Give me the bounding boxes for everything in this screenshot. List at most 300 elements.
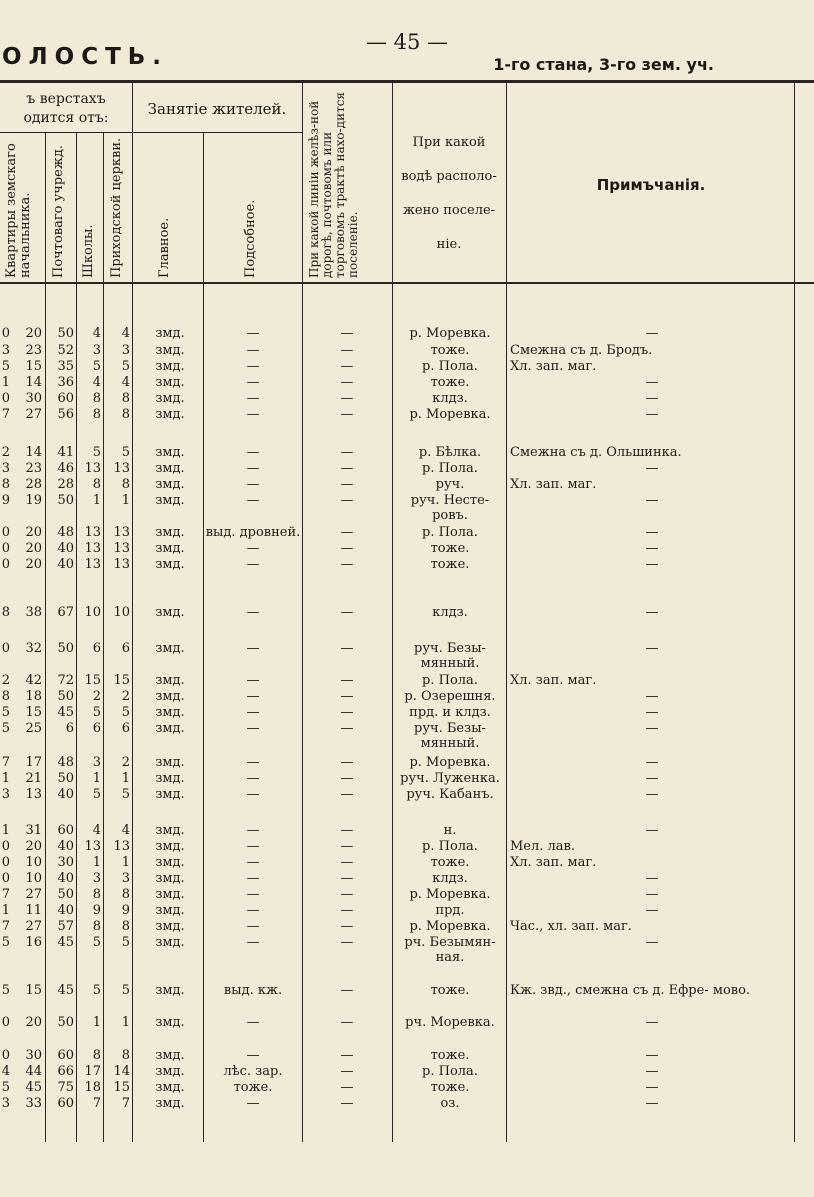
- route: —: [340, 903, 354, 918]
- dist-tserkov: 13: [113, 557, 130, 572]
- occupation-main: змд.: [155, 375, 185, 390]
- row-edge-digit: 5: [1, 721, 10, 736]
- remark: Смежна съ д. Ольшинка.: [510, 445, 682, 460]
- header-sub-rule-zanyatie: [132, 132, 302, 133]
- occupation-main: змд.: [155, 541, 185, 556]
- occupation-aux: —: [246, 391, 260, 406]
- dist-kvartira: 15: [25, 359, 42, 374]
- water-body: р. Моревка.: [409, 919, 491, 934]
- water-body: тоже.: [430, 557, 470, 572]
- dist-kvartira: 23: [25, 343, 42, 358]
- row-edge-digit: 0: [1, 871, 10, 886]
- dist-tserkov: 5: [121, 787, 130, 802]
- occupation-main: змд.: [155, 1064, 185, 1079]
- remark: Кж. звд., смежна съ д. Ефре- мово.: [510, 983, 751, 998]
- occupation-aux: —: [246, 705, 260, 720]
- occupation-main: змд.: [155, 391, 185, 406]
- dist-kvartira: 27: [25, 919, 42, 934]
- route: —: [340, 919, 354, 934]
- remark: —: [645, 787, 659, 802]
- route: —: [340, 771, 354, 786]
- row-edge-digit: 1: [1, 823, 10, 838]
- dist-tserkov: 15: [113, 1080, 130, 1095]
- page-number: — 45 —: [365, 30, 449, 54]
- route: —: [340, 477, 354, 492]
- route: —: [340, 705, 354, 720]
- dist-tserkov: 8: [121, 391, 130, 406]
- row-edge-digit: 7: [1, 755, 10, 770]
- header-sub-rule-versty: [0, 132, 132, 133]
- remark: Хл. зап. маг.: [510, 855, 597, 870]
- dist-tserkov: 15: [113, 673, 130, 688]
- remark: —: [645, 1048, 659, 1063]
- dist-kvartira: 20: [25, 1015, 42, 1030]
- water-body: оз.: [440, 1096, 460, 1111]
- water-body: р. Пола.: [422, 839, 478, 854]
- route: —: [340, 673, 354, 688]
- dist-tserkov: 4: [121, 375, 130, 390]
- route: —: [340, 541, 354, 556]
- dist-pochta: 66: [57, 1064, 74, 1079]
- dist-pochta: 36: [57, 375, 74, 390]
- dist-shkola: 17: [84, 1064, 101, 1079]
- dist-pochta: 60: [57, 391, 74, 406]
- dist-kvartira: 20: [25, 557, 42, 572]
- dist-pochta: 45: [57, 705, 74, 720]
- occupation-aux: —: [246, 721, 260, 736]
- route: —: [340, 1064, 354, 1079]
- remark: —: [645, 823, 659, 838]
- dist-kvartira: 30: [25, 1048, 42, 1063]
- dist-pochta: 50: [57, 641, 74, 656]
- water-body: р. Моревка.: [409, 755, 491, 770]
- dist-pochta: 60: [57, 823, 74, 838]
- dist-kvartira: 16: [25, 935, 42, 950]
- dist-kvartira: 20: [25, 541, 42, 556]
- remark: Смежна съ д. Бродъ.: [510, 343, 653, 358]
- row-edge-digit: 1: [1, 771, 10, 786]
- row-edge-digit: 0: [1, 541, 10, 556]
- dist-tserkov: 1: [121, 493, 130, 508]
- dist-kvartira: 32: [25, 641, 42, 656]
- dist-shkola: 4: [92, 375, 101, 390]
- dist-tserkov: 3: [121, 871, 130, 886]
- occupation-main: змд.: [155, 755, 185, 770]
- route: —: [340, 391, 354, 406]
- row-edge-digit: 1: [1, 375, 10, 390]
- dist-shkola: 5: [92, 705, 101, 720]
- dist-tserkov: 6: [121, 721, 130, 736]
- row-edge-digit: 0: [1, 391, 10, 406]
- occupation-aux: —: [246, 493, 260, 508]
- occupation-main: змд.: [155, 343, 185, 358]
- occupation-main: змд.: [155, 461, 185, 476]
- dist-pochta: 50: [57, 326, 74, 341]
- occupation-main: змд.: [155, 1048, 185, 1063]
- occupation-aux: —: [246, 641, 260, 656]
- dist-tserkov: 10: [113, 605, 130, 620]
- row-edge-digit: 2: [1, 445, 10, 460]
- dist-kvartira: 13: [25, 787, 42, 802]
- row-edge-digit: 2: [1, 673, 10, 688]
- route: —: [340, 787, 354, 802]
- occupation-main: змд.: [155, 477, 185, 492]
- dist-shkola: 1: [92, 771, 101, 786]
- occupation-aux: —: [246, 673, 260, 688]
- dist-shkola: 1: [92, 1015, 101, 1030]
- dist-tserkov: 14: [113, 1064, 130, 1079]
- occupation-main: змд.: [155, 903, 185, 918]
- water-body: р. Пола.: [422, 673, 478, 688]
- row-edge-digit: 8: [1, 689, 10, 704]
- dist-shkola: 5: [92, 787, 101, 802]
- remark: Хл. зап. маг.: [510, 477, 597, 492]
- row-edge-digit: 5: [1, 1080, 10, 1095]
- dist-shkola: 7: [92, 1096, 101, 1111]
- dist-tserkov: 5: [121, 983, 130, 998]
- occupation-main: змд.: [155, 721, 185, 736]
- dist-shkola: 13: [84, 557, 101, 572]
- dist-shkola: 3: [92, 755, 101, 770]
- water-body: р. Моревка.: [409, 407, 491, 422]
- occupation-aux: —: [246, 919, 260, 934]
- dist-kvartira: 15: [25, 983, 42, 998]
- dist-shkola: 2: [92, 689, 101, 704]
- header-zanyatie-group: Занятіе жителей.: [147, 100, 287, 118]
- dist-kvartira: 30: [25, 391, 42, 406]
- occupation-main: змд.: [155, 525, 185, 540]
- dist-pochta: 75: [57, 1080, 74, 1095]
- occupation-main: змд.: [155, 493, 185, 508]
- dist-tserkov: 2: [121, 689, 130, 704]
- occupation-main: змд.: [155, 983, 185, 998]
- occupation-aux: —: [246, 359, 260, 374]
- dist-shkola: 8: [92, 391, 101, 406]
- dist-shkola: 9: [92, 903, 101, 918]
- dist-kvartira: 21: [25, 771, 42, 786]
- occupation-aux: —: [246, 823, 260, 838]
- remark: —: [645, 407, 659, 422]
- col-divider: [392, 82, 393, 1142]
- dist-pochta: 60: [57, 1096, 74, 1111]
- water-body: р. Озерешня.: [404, 689, 496, 704]
- dist-tserkov: 8: [121, 887, 130, 902]
- occupation-aux: —: [246, 855, 260, 870]
- dist-pochta: 48: [57, 525, 74, 540]
- dist-tserkov: 5: [121, 705, 130, 720]
- route: —: [340, 755, 354, 770]
- dist-shkola: 4: [92, 823, 101, 838]
- dist-pochta: 50: [57, 689, 74, 704]
- occupation-aux: выд. дровней.: [205, 525, 301, 540]
- dist-shkola: 13: [84, 461, 101, 476]
- dist-pochta: 40: [57, 839, 74, 854]
- dist-tserkov: 13: [113, 525, 130, 540]
- dist-kvartira: 44: [25, 1064, 42, 1079]
- col-divider: [302, 82, 303, 1142]
- occupation-main: змд.: [155, 557, 185, 572]
- water-body: тоже.: [430, 343, 470, 358]
- dist-shkola: 18: [84, 1080, 101, 1095]
- occupation-main: змд.: [155, 823, 185, 838]
- remark: —: [645, 689, 659, 704]
- water-body: р. Моревка.: [409, 326, 491, 341]
- remark: —: [645, 903, 659, 918]
- dist-kvartira: 42: [25, 673, 42, 688]
- dist-pochta: 72: [57, 673, 74, 688]
- dist-pochta: 50: [57, 1015, 74, 1030]
- route: —: [340, 326, 354, 341]
- row-edge-digit: 0: [1, 525, 10, 540]
- row-edge-digit: 5: [1, 935, 10, 950]
- water-body: тоже.: [430, 541, 470, 556]
- dist-pochta: 45: [57, 983, 74, 998]
- top-rule: [0, 80, 814, 83]
- dist-pochta: 50: [57, 493, 74, 508]
- water-body: прд.: [435, 903, 465, 918]
- occupation-main: змд.: [155, 641, 185, 656]
- row-edge-digit: 4: [1, 1064, 10, 1079]
- dist-pochta: 40: [57, 541, 74, 556]
- row-edge-digit: 1: [1, 903, 10, 918]
- dist-tserkov: 8: [121, 477, 130, 492]
- occupation-aux: —: [246, 903, 260, 918]
- occupation-main: змд.: [155, 1096, 185, 1111]
- dist-pochta: 35: [57, 359, 74, 374]
- dist-tserkov: 9: [121, 903, 130, 918]
- dist-kvartira: 28: [25, 477, 42, 492]
- water-body: клдз.: [432, 605, 468, 620]
- occupation-aux: лѣс. зар.: [223, 1064, 283, 1079]
- header-bottom-rule: [0, 282, 814, 284]
- occupation-main: змд.: [155, 871, 185, 886]
- remark: —: [645, 1064, 659, 1079]
- remark: —: [645, 557, 659, 572]
- occupation-aux: —: [246, 375, 260, 390]
- dist-shkola: 8: [92, 887, 101, 902]
- occupation-aux: —: [246, 1048, 260, 1063]
- row-edge-digit: 0: [1, 326, 10, 341]
- header-kvartira: Квартиры земскаго начальника.: [4, 143, 33, 278]
- occupation-main: змд.: [155, 935, 185, 950]
- water-body: тоже.: [430, 855, 470, 870]
- dist-shkola: 4: [92, 326, 101, 341]
- dist-shkola: 3: [92, 871, 101, 886]
- remark: —: [645, 461, 659, 476]
- water-body: руч. Безы- мянный.: [414, 641, 486, 671]
- route: —: [340, 343, 354, 358]
- dist-tserkov: 5: [121, 445, 130, 460]
- dist-pochta: 6: [65, 721, 74, 736]
- occupation-main: змд.: [155, 1080, 185, 1095]
- dist-tserkov: 6: [121, 641, 130, 656]
- dist-kvartira: 17: [25, 755, 42, 770]
- row-edge-digit: 0: [1, 855, 10, 870]
- remark: —: [645, 641, 659, 656]
- occupation-aux: тоже.: [233, 1080, 273, 1095]
- dist-tserkov: 1: [121, 1015, 130, 1030]
- occupation-main: змд.: [155, 673, 185, 688]
- occupation-aux: —: [246, 326, 260, 341]
- dist-shkola: 5: [92, 983, 101, 998]
- dist-shkola: 8: [92, 407, 101, 422]
- dist-pochta: 45: [57, 935, 74, 950]
- remark: —: [645, 1080, 659, 1095]
- water-body: тоже.: [430, 983, 470, 998]
- remark: —: [645, 871, 659, 886]
- water-body: руч. Кабанъ.: [406, 787, 494, 802]
- dist-tserkov: 7: [121, 1096, 130, 1111]
- dist-tserkov: 8: [121, 1048, 130, 1063]
- row-edge-digit: 3: [1, 343, 10, 358]
- occupation-main: змд.: [155, 359, 185, 374]
- dist-tserkov: 3: [121, 343, 130, 358]
- dist-pochta: 41: [57, 445, 74, 460]
- dist-shkola: 1: [92, 493, 101, 508]
- water-body: р. Пола.: [422, 359, 478, 374]
- dist-shkola: 5: [92, 359, 101, 374]
- occupation-main: змд.: [155, 705, 185, 720]
- remark: —: [645, 721, 659, 736]
- water-body: р. Пола.: [422, 1064, 478, 1079]
- dist-kvartira: 10: [25, 855, 42, 870]
- row-edge-digit: 7: [1, 407, 10, 422]
- occupation-main: змд.: [155, 326, 185, 341]
- dist-pochta: 48: [57, 755, 74, 770]
- remark: —: [645, 391, 659, 406]
- header-podsobnoe: Подсобное.: [243, 199, 258, 278]
- remark: —: [645, 705, 659, 720]
- remark: Хл. зап. маг.: [510, 673, 597, 688]
- dist-kvartira: 38: [25, 605, 42, 620]
- dist-kvartira: 18: [25, 689, 42, 704]
- dist-tserkov: 5: [121, 935, 130, 950]
- row-edge-digit: 0: [1, 1015, 10, 1030]
- water-body: рч. Безымян- ная.: [404, 935, 496, 965]
- occupation-main: змд.: [155, 445, 185, 460]
- occupation-aux: —: [246, 689, 260, 704]
- row-edge-digit: 3: [1, 461, 10, 476]
- header-versty-group: ъ верстахъ одится отъ:: [23, 91, 109, 126]
- occupation-aux: —: [246, 755, 260, 770]
- header-pochtovogo: Почтоваго учрежд.: [51, 145, 66, 278]
- row-edge-digit: 3: [1, 787, 10, 802]
- dist-shkola: 6: [92, 721, 101, 736]
- header-shkoly: Школы.: [81, 224, 96, 278]
- water-body: клдз.: [432, 391, 468, 406]
- dist-shkola: 13: [84, 541, 101, 556]
- dist-shkola: 6: [92, 641, 101, 656]
- dist-kvartira: 20: [25, 839, 42, 854]
- dist-kvartira: 11: [25, 903, 42, 918]
- remark: —: [645, 375, 659, 390]
- dist-shkola: 13: [84, 839, 101, 854]
- remark: —: [645, 755, 659, 770]
- dist-pochta: 50: [57, 771, 74, 786]
- occupation-main: змд.: [155, 407, 185, 422]
- dist-kvartira: 27: [25, 887, 42, 902]
- dist-tserkov: 4: [121, 326, 130, 341]
- row-edge-digit: 0: [1, 839, 10, 854]
- dist-kvartira: 31: [25, 823, 42, 838]
- route: —: [340, 1015, 354, 1030]
- row-edge-digit: 0: [1, 557, 10, 572]
- dist-tserkov: 1: [121, 771, 130, 786]
- dist-pochta: 30: [57, 855, 74, 870]
- row-edge-digit: 5: [1, 359, 10, 374]
- route: —: [340, 983, 354, 998]
- dist-pochta: 46: [57, 461, 74, 476]
- occupation-main: змд.: [155, 1015, 185, 1030]
- remark: —: [645, 1096, 659, 1111]
- row-edge-digit: 0: [1, 1048, 10, 1063]
- dist-pochta: 57: [57, 919, 74, 934]
- dist-shkola: 5: [92, 445, 101, 460]
- dist-tserkov: 4: [121, 823, 130, 838]
- water-body: руч.: [435, 477, 465, 492]
- remark: —: [645, 326, 659, 341]
- water-body: руч. Несте- ровъ.: [410, 493, 490, 523]
- dist-pochta: 40: [57, 557, 74, 572]
- remark: —: [645, 1015, 659, 1030]
- row-edge-digit: 9: [1, 493, 10, 508]
- water-body: рч. Моревка.: [405, 1015, 495, 1030]
- route: —: [340, 855, 354, 870]
- remark: Час., хл. зап. маг.: [510, 919, 632, 934]
- dist-pochta: 52: [57, 343, 74, 358]
- water-body: р. Бѣлка.: [418, 445, 482, 460]
- header-tserkvi: Приходской церкви.: [109, 137, 124, 278]
- dist-kvartira: 23: [25, 461, 42, 476]
- dist-pochta: 67: [57, 605, 74, 620]
- remark: —: [645, 935, 659, 950]
- remark: Мел. лав.: [510, 839, 575, 854]
- dist-pochta: 40: [57, 871, 74, 886]
- dist-pochta: 60: [57, 1048, 74, 1063]
- dist-shkola: 15: [84, 673, 101, 688]
- remark: —: [645, 493, 659, 508]
- district-subtitle: 1-го стана, 3-го зем. уч.: [493, 55, 714, 74]
- water-body: клдз.: [432, 871, 468, 886]
- occupation-aux: —: [246, 407, 260, 422]
- dist-shkola: 3: [92, 343, 101, 358]
- occupation-aux: —: [246, 839, 260, 854]
- water-body: руч. Луженка.: [400, 771, 500, 786]
- dist-tserkov: 8: [121, 407, 130, 422]
- occupation-main: змд.: [155, 839, 185, 854]
- occupation-aux: —: [246, 541, 260, 556]
- dist-kvartira: 20: [25, 326, 42, 341]
- dist-shkola: 8: [92, 477, 101, 492]
- occupation-main: змд.: [155, 689, 185, 704]
- route: —: [340, 689, 354, 704]
- route: —: [340, 605, 354, 620]
- dist-kvartira: 33: [25, 1096, 42, 1111]
- route: —: [340, 557, 354, 572]
- header-voda: При какой водѣ располо-жено поселе-ніе.: [401, 135, 497, 252]
- route: —: [340, 359, 354, 374]
- dist-tserkov: 1: [121, 855, 130, 870]
- water-body: прд. и клдз.: [409, 705, 491, 720]
- header-glavnoe: Главное.: [157, 217, 172, 278]
- route: —: [340, 375, 354, 390]
- route: —: [340, 871, 354, 886]
- water-body: тоже.: [430, 375, 470, 390]
- dist-tserkov: 13: [113, 541, 130, 556]
- route: —: [340, 839, 354, 854]
- route: —: [340, 1096, 354, 1111]
- occupation-aux: —: [246, 445, 260, 460]
